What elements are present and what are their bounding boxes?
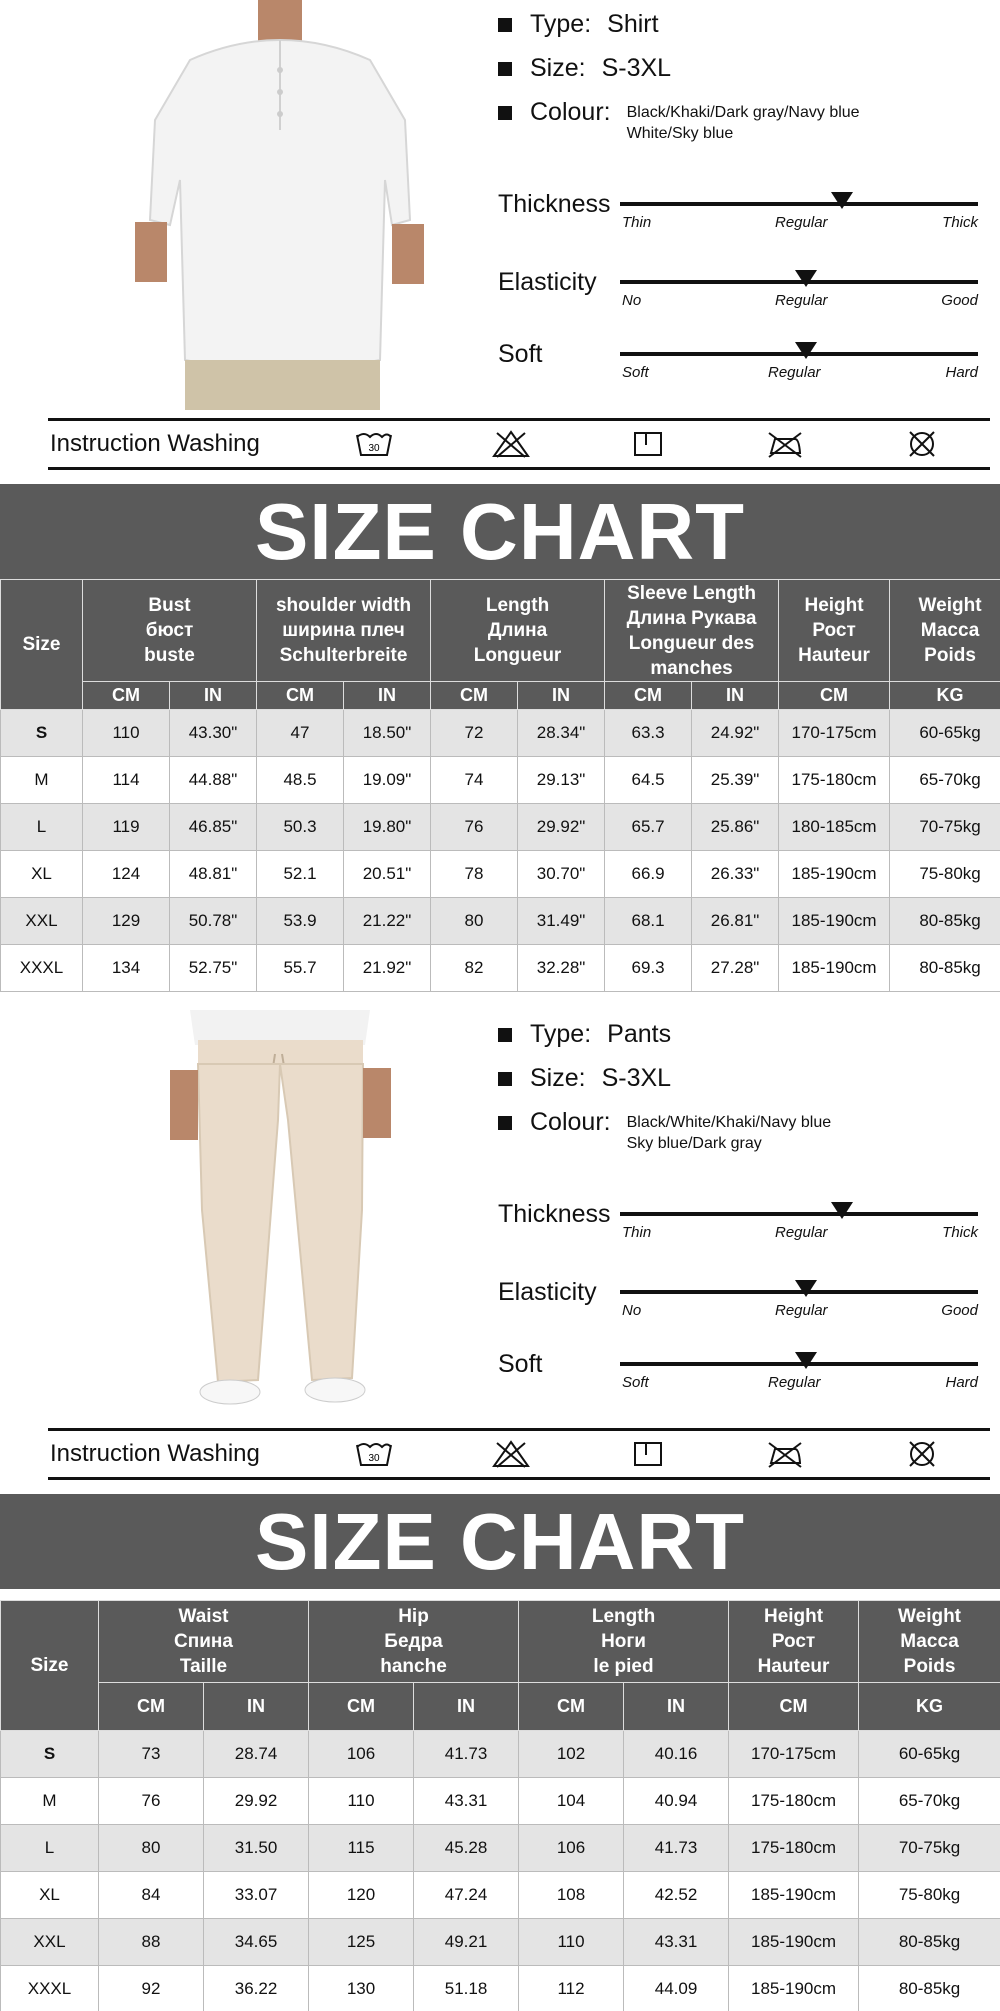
table-cell: 78 <box>431 851 518 898</box>
scale-name: Elasticity <box>498 1278 597 1306</box>
table-row <box>1 1919 1000 1966</box>
svg-text:30: 30 <box>368 1453 380 1464</box>
table-cell: 125 <box>309 1919 414 1966</box>
unit-in: IN <box>414 1683 519 1731</box>
header-shoulder: shoulder width ширина плеч Schulterbreite <box>257 580 431 682</box>
table-cell: 29.92" <box>518 804 605 851</box>
table-cell: 65-70kg <box>890 757 1000 804</box>
table-cell: 70-75kg <box>890 804 1000 851</box>
table-cell: 43.30" <box>170 710 257 757</box>
svg-text:30: 30 <box>368 443 380 454</box>
spec-type <box>498 1020 978 1064</box>
size-cell: S <box>1 710 83 757</box>
header-length: Length Ноги le pied <box>519 1601 729 1683</box>
table-cell: 25.86" <box>692 804 779 851</box>
table-cell: 21.92" <box>344 945 431 992</box>
table-row <box>1 710 1000 757</box>
scale-high: Thick <box>942 214 978 231</box>
scale-mid: Regular <box>775 214 828 231</box>
size-chart-banner-shirt: SIZE CHART <box>0 484 1000 579</box>
scale-name: Thickness <box>498 1200 611 1228</box>
table-cell: 75-80kg <box>890 851 1000 898</box>
table-cell: 124 <box>83 851 170 898</box>
no-bleach-icon <box>442 1439 579 1469</box>
table-cell: 32.28" <box>518 945 605 992</box>
table-cell: 45.28 <box>414 1825 519 1872</box>
shirt-specs <box>498 10 978 142</box>
scale-soft <box>498 1350 978 1420</box>
header-size: Size <box>1 1601 99 1731</box>
table-cell: 33.07 <box>204 1872 309 1919</box>
scale-high: Hard <box>945 364 978 381</box>
table-row <box>1 898 1000 945</box>
unit-cm: CM <box>605 682 692 710</box>
table-cell: 43.31 <box>624 1919 729 1966</box>
bullet-square-icon <box>498 1072 512 1086</box>
scale-mid: Regular <box>775 1302 828 1319</box>
table-cell: 185-190cm <box>729 1872 859 1919</box>
scale-high: Thick <box>942 1224 978 1241</box>
table-cell: 51.18 <box>414 1966 519 2011</box>
pants-photo <box>130 1010 430 1420</box>
scale-marker-icon <box>795 1280 817 1297</box>
scale-soft <box>498 340 978 410</box>
table-cell: 65-70kg <box>859 1778 1000 1825</box>
no-iron-icon <box>716 1439 853 1469</box>
spec-size <box>498 54 978 98</box>
table-cell: 185-190cm <box>779 851 890 898</box>
dry-flat-icon <box>579 429 716 459</box>
size-cell: S <box>1 1731 99 1778</box>
table-cell: 31.49" <box>518 898 605 945</box>
table-cell: 84 <box>99 1872 204 1919</box>
table-cell: 19.09" <box>344 757 431 804</box>
scale-low: Thin <box>622 1224 652 1241</box>
table-cell: 70-75kg <box>859 1825 1000 1872</box>
scale-low: No <box>622 292 642 309</box>
shirt-section <box>0 0 1000 480</box>
table-cell: 44.09 <box>624 1966 729 2011</box>
scale-high: Good <box>941 292 978 309</box>
table-cell: 52.1 <box>257 851 344 898</box>
table-cell: 73 <box>99 1731 204 1778</box>
unit-in: IN <box>518 682 605 710</box>
unit-cm: CM <box>431 682 518 710</box>
wash-30-icon <box>306 1439 443 1469</box>
table-cell: 110 <box>83 710 170 757</box>
colour-line: White/Sky blue <box>626 125 734 142</box>
table-cell: 92 <box>99 1966 204 2011</box>
table-cell: 129 <box>83 898 170 945</box>
scale-line <box>620 202 978 206</box>
scale-mid: Regular <box>775 1224 828 1241</box>
unit-in: IN <box>204 1683 309 1731</box>
size-cell: L <box>1 804 83 851</box>
unit-kg: KG <box>890 682 1000 710</box>
washing-label: Instruction Washing <box>50 1440 260 1467</box>
table-row <box>1 1966 1000 2011</box>
scale-name: Thickness <box>498 190 611 218</box>
size-cell: XXL <box>1 898 83 945</box>
dry-flat-icon <box>579 1439 716 1469</box>
scale-mid: Regular <box>768 1374 821 1391</box>
table-cell: 170-175cm <box>729 1731 859 1778</box>
size-cell: XL <box>1 1872 99 1919</box>
bullet-square-icon <box>498 62 512 76</box>
table-cell: 24.92" <box>692 710 779 757</box>
unit-in: IN <box>692 682 779 710</box>
no-dryclean-icon <box>853 1439 990 1469</box>
header-hip: Hip Бедра hanche <box>309 1601 519 1683</box>
table-cell: 19.80" <box>344 804 431 851</box>
table-cell: 75-80kg <box>859 1872 1000 1919</box>
table-row <box>1 1778 1000 1825</box>
table-cell: 170-175cm <box>779 710 890 757</box>
scale-name: Soft <box>498 1350 543 1378</box>
table-cell: 41.73 <box>624 1825 729 1872</box>
table-cell: 80-85kg <box>859 1919 1000 1966</box>
table-cell: 80-85kg <box>890 898 1000 945</box>
table-cell: 114 <box>83 757 170 804</box>
table-cell: 31.50 <box>204 1825 309 1872</box>
type-label: Type: <box>530 10 592 38</box>
table-cell: 21.22" <box>344 898 431 945</box>
table-cell: 120 <box>309 1872 414 1919</box>
washing-instructions <box>48 418 990 470</box>
table-row <box>1 945 1000 992</box>
table-cell: 27.28" <box>692 945 779 992</box>
colour-label: Colour: <box>530 98 611 126</box>
unit-in: IN <box>344 682 431 710</box>
header-waist: Waist Спина Taille <box>99 1601 309 1683</box>
size-label: Size: <box>530 1064 586 1092</box>
size-cell: XL <box>1 851 83 898</box>
table-cell: 47 <box>257 710 344 757</box>
table-row <box>1 804 1000 851</box>
spec-colour <box>498 1108 978 1152</box>
table-cell: 130 <box>309 1966 414 2011</box>
table-cell: 80 <box>99 1825 204 1872</box>
table-cell: 175-180cm <box>729 1778 859 1825</box>
scale-thickness <box>498 190 978 260</box>
table-cell: 185-190cm <box>729 1919 859 1966</box>
scale-low: Thin <box>622 214 652 231</box>
size-cell: XXL <box>1 1919 99 1966</box>
colour-value <box>627 102 860 144</box>
table-cell: 80-85kg <box>859 1966 1000 2011</box>
unit-in: IN <box>624 1683 729 1731</box>
type-value: Shirt <box>607 10 659 38</box>
table-row <box>1 851 1000 898</box>
table-cell: 41.73 <box>414 1731 519 1778</box>
bullet-square-icon <box>498 18 512 32</box>
size-cell: M <box>1 1778 99 1825</box>
table-cell: 108 <box>519 1872 624 1919</box>
table-cell: 185-190cm <box>779 945 890 992</box>
table-cell: 175-180cm <box>729 1825 859 1872</box>
scale-thickness <box>498 1200 978 1270</box>
unit-cm: CM <box>257 682 344 710</box>
spec-colour <box>498 98 978 142</box>
table-cell: 20.51" <box>344 851 431 898</box>
scale-marker-icon <box>831 192 853 209</box>
size-label: Size: <box>530 54 586 82</box>
table-cell: 66.9 <box>605 851 692 898</box>
header-length: Length Длина Longueur <box>431 580 605 682</box>
table-cell: 64.5 <box>605 757 692 804</box>
table-cell: 65.7 <box>605 804 692 851</box>
unit-cm: CM <box>519 1683 624 1731</box>
unit-cm: CM <box>729 1683 859 1731</box>
scale-low: No <box>622 1302 642 1319</box>
table-cell: 72 <box>431 710 518 757</box>
table-cell: 60-65kg <box>890 710 1000 757</box>
scale-name: Elasticity <box>498 268 597 296</box>
table-cell: 74 <box>431 757 518 804</box>
table-cell: 115 <box>309 1825 414 1872</box>
unit-in: IN <box>170 682 257 710</box>
table-cell: 76 <box>99 1778 204 1825</box>
table-cell: 50.78" <box>170 898 257 945</box>
washing-label: Instruction Washing <box>50 430 260 457</box>
table-cell: 106 <box>309 1731 414 1778</box>
no-dryclean-icon <box>853 429 990 459</box>
table-cell: 40.16 <box>624 1731 729 1778</box>
spec-size <box>498 1064 978 1108</box>
table-cell: 28.34" <box>518 710 605 757</box>
scale-marker-icon <box>795 1352 817 1369</box>
scale-name: Soft <box>498 340 543 368</box>
spec-type <box>498 10 978 54</box>
table-cell: 69.3 <box>605 945 692 992</box>
header-size: Size <box>1 580 83 710</box>
bullet-square-icon <box>498 1116 512 1130</box>
table-cell: 42.52 <box>624 1872 729 1919</box>
scale-elasticity <box>498 1278 978 1348</box>
pants-size-table <box>0 1600 1000 2011</box>
bullet-square-icon <box>498 1028 512 1042</box>
table-cell: 26.81" <box>692 898 779 945</box>
table-cell: 102 <box>519 1731 624 1778</box>
table-cell: 47.24 <box>414 1872 519 1919</box>
scale-marker-icon <box>831 1202 853 1219</box>
header-weight: Weight Масса Poids <box>890 580 1000 682</box>
table-cell: 104 <box>519 1778 624 1825</box>
scale-marker-icon <box>795 270 817 287</box>
header-height: Height Рост Hauteur <box>729 1601 859 1683</box>
table-cell: 119 <box>83 804 170 851</box>
table-cell: 185-190cm <box>779 898 890 945</box>
scale-line <box>620 1212 978 1216</box>
table-cell: 40.94 <box>624 1778 729 1825</box>
table-cell: 52.75" <box>170 945 257 992</box>
table-cell: 106 <box>519 1825 624 1872</box>
table-cell: 53.9 <box>257 898 344 945</box>
size-cell: XXXL <box>1 1966 99 2011</box>
scale-marker-icon <box>795 342 817 359</box>
unit-cm: CM <box>83 682 170 710</box>
header-height: Height Рост Hauteur <box>779 580 890 682</box>
table-cell: 34.65 <box>204 1919 309 1966</box>
scale-low: Soft <box>622 364 649 381</box>
table-cell: 175-180cm <box>779 757 890 804</box>
type-value: Pants <box>607 1020 672 1048</box>
table-row <box>1 1872 1000 1919</box>
table-cell: 134 <box>83 945 170 992</box>
header-sleeve: Sleeve Length Длина Рукава Longueur des manches <box>605 580 779 682</box>
unit-cm: CM <box>779 682 890 710</box>
table-cell: 50.3 <box>257 804 344 851</box>
table-cell: 26.33" <box>692 851 779 898</box>
bullet-square-icon <box>498 106 512 120</box>
table-cell: 110 <box>519 1919 624 1966</box>
table-cell: 180-185cm <box>779 804 890 851</box>
table-cell: 88 <box>99 1919 204 1966</box>
table-cell: 29.92 <box>204 1778 309 1825</box>
size-chart-banner-pants: SIZE CHART <box>0 1494 1000 1589</box>
pants-specs <box>498 1020 978 1152</box>
table-cell: 18.50" <box>344 710 431 757</box>
table-cell: 46.85" <box>170 804 257 851</box>
table-cell: 112 <box>519 1966 624 2011</box>
table-cell: 30.70" <box>518 851 605 898</box>
table-cell: 43.31 <box>414 1778 519 1825</box>
shirt-size-table <box>0 579 1000 992</box>
colour-value <box>627 1112 832 1154</box>
table-cell: 29.13" <box>518 757 605 804</box>
table-cell: 25.39" <box>692 757 779 804</box>
size-cell: M <box>1 757 83 804</box>
washing-instructions <box>48 1428 990 1480</box>
table-cell: 80-85kg <box>890 945 1000 992</box>
table-cell: 48.5 <box>257 757 344 804</box>
table-row <box>1 1825 1000 1872</box>
colour-line: Black/White/Khaki/Navy blue <box>626 1114 832 1131</box>
size-cell: L <box>1 1825 99 1872</box>
unit-cm: CM <box>309 1683 414 1731</box>
colour-line: Sky blue/Dark gray <box>626 1135 762 1152</box>
table-cell: 28.74 <box>204 1731 309 1778</box>
unit-cm: CM <box>99 1683 204 1731</box>
table-cell: 36.22 <box>204 1966 309 2011</box>
scale-mid: Regular <box>768 364 821 381</box>
table-cell: 55.7 <box>257 945 344 992</box>
header-weight: Weight Масса Poids <box>859 1601 1000 1683</box>
scale-high: Good <box>941 1302 978 1319</box>
colour-line: Black/Khaki/Dark gray/Navy blue <box>626 104 860 121</box>
type-label: Type: <box>530 1020 592 1048</box>
scale-low: Soft <box>622 1374 649 1391</box>
table-cell: 49.21 <box>414 1919 519 1966</box>
size-cell: XXXL <box>1 945 83 992</box>
shirt-photo <box>130 0 430 410</box>
no-iron-icon <box>716 429 853 459</box>
table-cell: 48.81" <box>170 851 257 898</box>
table-cell: 82 <box>431 945 518 992</box>
table-cell: 110 <box>309 1778 414 1825</box>
table-row <box>1 757 1000 804</box>
table-cell: 185-190cm <box>729 1966 859 2011</box>
scale-elasticity <box>498 268 978 338</box>
table-row <box>1 1731 1000 1778</box>
no-bleach-icon <box>442 429 579 459</box>
table-cell: 44.88" <box>170 757 257 804</box>
table-cell: 76 <box>431 804 518 851</box>
table-cell: 60-65kg <box>859 1731 1000 1778</box>
table-cell: 68.1 <box>605 898 692 945</box>
colour-label: Colour: <box>530 1108 611 1136</box>
table-cell: 63.3 <box>605 710 692 757</box>
size-value: S-3XL <box>601 54 672 82</box>
pants-section <box>0 1010 1000 1490</box>
wash-30-icon <box>306 429 443 459</box>
scale-high: Hard <box>945 1374 978 1391</box>
table-cell: 80 <box>431 898 518 945</box>
header-bust: Bust бюст buste <box>83 580 257 682</box>
size-value: S-3XL <box>601 1064 672 1092</box>
scale-mid: Regular <box>775 292 828 309</box>
unit-kg: KG <box>859 1683 1000 1731</box>
